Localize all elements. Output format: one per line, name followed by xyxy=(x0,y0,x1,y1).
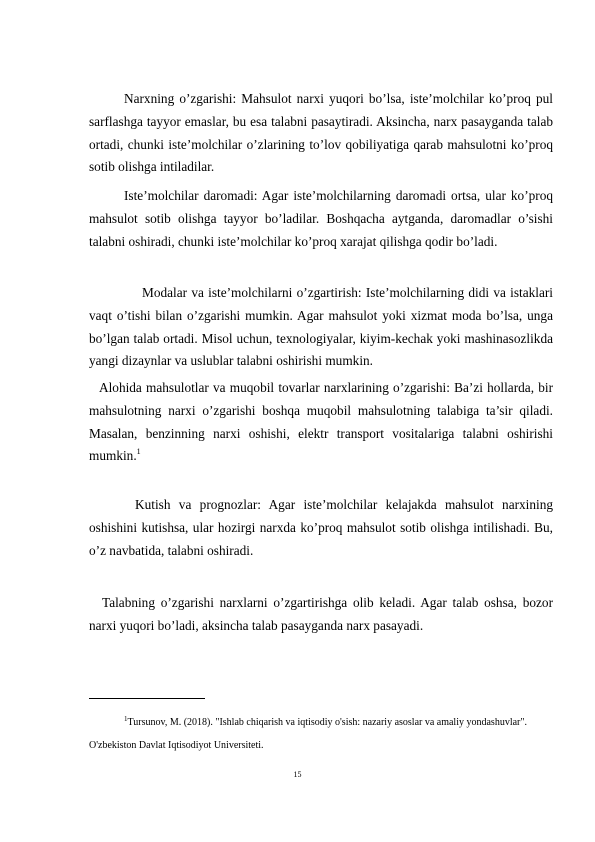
footnote-reference-mark[interactable]: 1 xyxy=(136,447,141,457)
footnote xyxy=(89,712,553,757)
paragraph-price-change xyxy=(89,88,553,179)
paragraph-text: Kutish va prognozlar: Agar iste’molchilar kelajakda mahsulot narxining oshishini kutishsa, ular hozirgi narxda ko’proq mahsulot sotib olishga intilishadi. Bu, o’z navbatida, talabni oshiradi. xyxy=(89,497,553,558)
page-number: 15 xyxy=(293,770,302,779)
paragraph-text: Narxning o’zgarishi: Mahsulot narxi yuqori bo’lsa, iste’molchilar ko’proq pul sarflashga tayyor emaslar, bu esa talabni pasaytiradi. Aksincha, narx pasayganda talab ortadi, chunki iste’molchilar o’zlarining to’lov qobiliyatiga qarab mahsulotni ko’proq sotib olishga intiladilar. xyxy=(89,91,553,175)
paragraph-text: Talabning o’zgarishi narxlarni o’zgartirishga olib keladi. Agar talab oshsa, bozor narxi yuqori bo’ladi, aksincha talab pasayganda narx pasayadi. xyxy=(89,595,553,633)
footnote-separator xyxy=(89,698,205,699)
paragraph-demand-change xyxy=(89,592,553,638)
footnote-text: Tursunov, M. (2018). "Ishlab chiqarish va iqtisodiy o'sish: nazariy asoslar va amaliy yondashuvlar". O'zbekiston Davlat Iqtisodiyot Universiteti. xyxy=(89,717,527,751)
paragraph-text: Modalar va iste’molchilarni o’zgartirish: Iste’molchilarning didi va istaklari vaqt o’tishi bilan o’zgarishi mumkin. Agar mahsulot yoki xizmat moda bo’lsa, unga bo’lgan talab ortadi. Misol uchun, texnologiyalar, kiyim-kechak yoki mashinasozlikda yangi dizaynlar va uslublar talabni oshirishi mumkin. xyxy=(89,285,553,369)
paragraph-substitute-goods xyxy=(89,377,553,468)
paragraph-consumer-income xyxy=(89,185,553,253)
paragraph-text: Alohida mahsulotlar va muqobil tovarlar narxlarining o’zgarishi: Ba’zi hollarda, bir mahsulotning narxi o’zgarishi boshqa muqobil mahsulotning talabiga ta’sir qiladi. Masalan, benzinning narxi oshishi, elektr transport vositalariga talabni oshirishi mumkin. xyxy=(89,380,553,464)
paragraph-text: Iste’molchilar daromadi: Agar iste’molchilarning daromadi ortsa, ular ko’proq mahsulot sotib olishga tayyor bo’ladilar. Boshqacha aytganda, daromadlar o’sishi talabni oshiradi, chunki iste’molchilar ko’proq xarajat qilishga qodir bo’ladi. xyxy=(89,188,553,249)
paragraph-fashion-tastes xyxy=(89,282,553,373)
footnote-mark: 1 xyxy=(124,715,128,723)
paragraph-expectations xyxy=(89,494,553,562)
